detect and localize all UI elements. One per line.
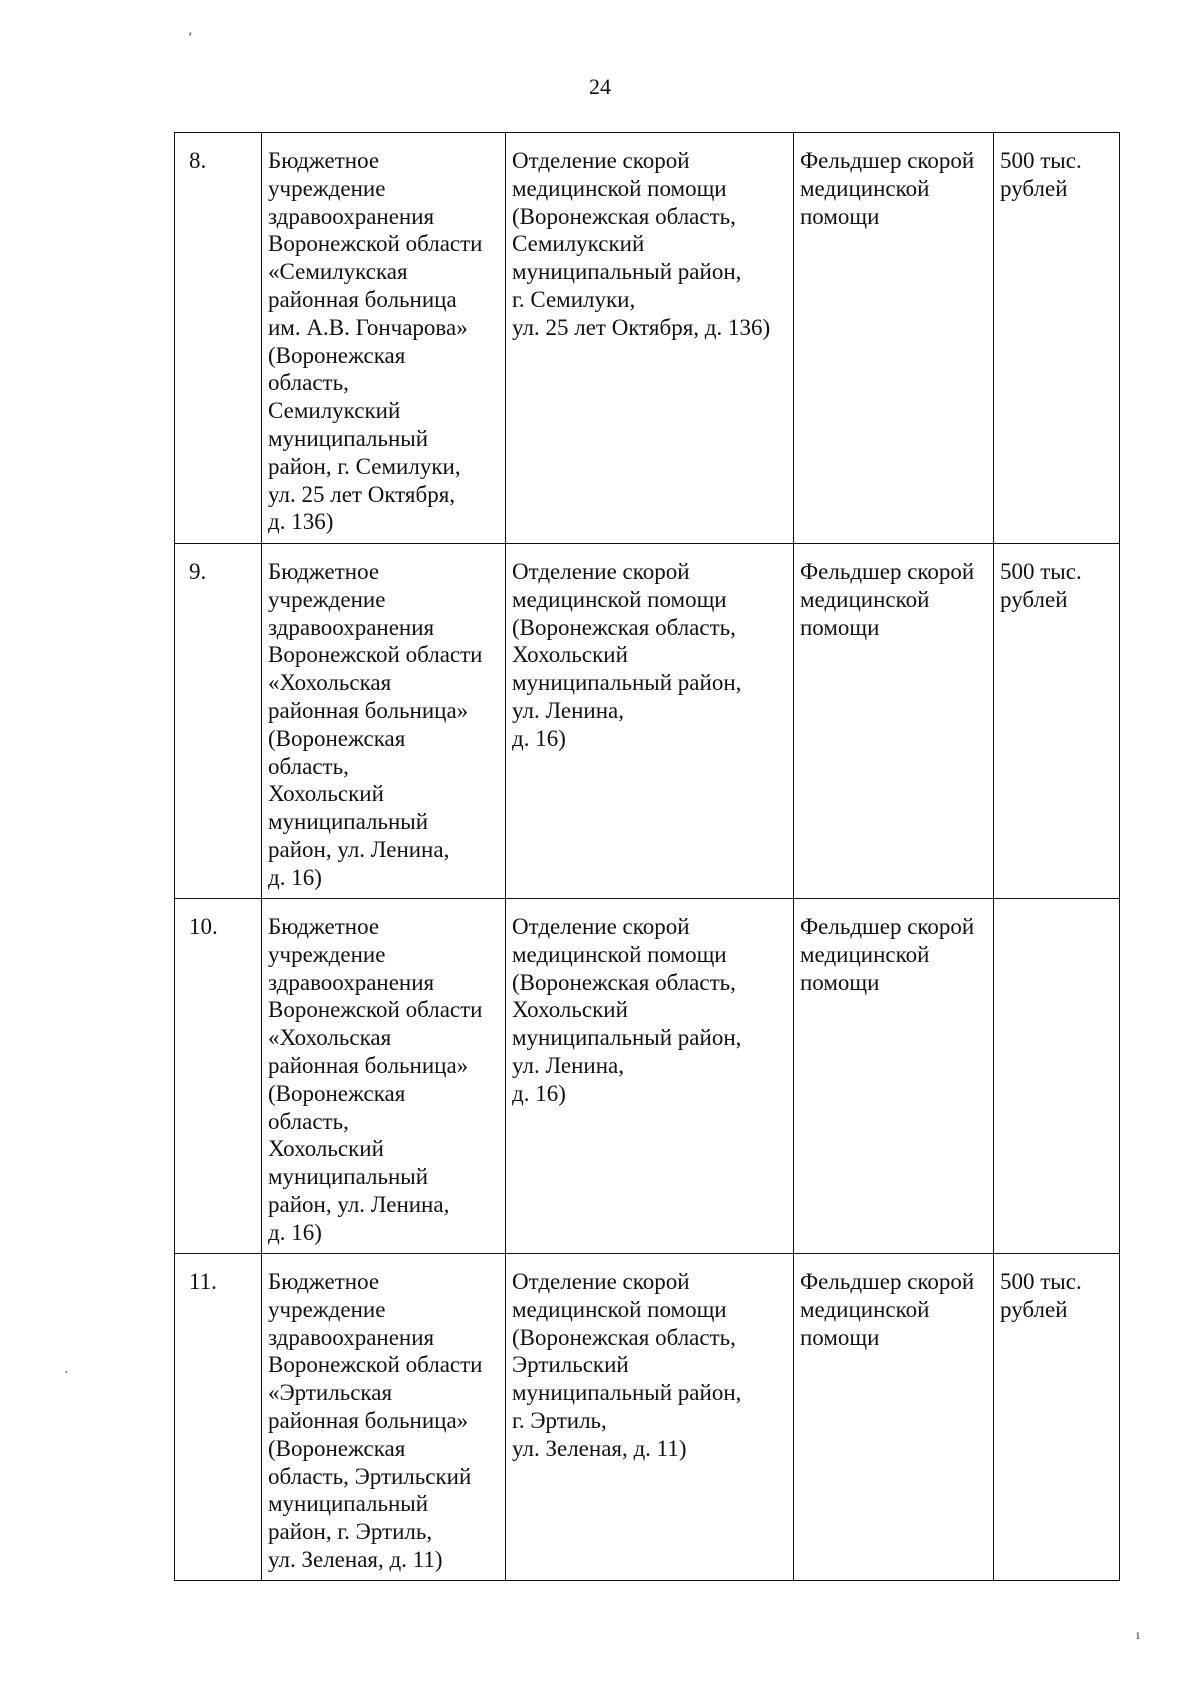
text-line: районная больница» bbox=[268, 1407, 469, 1433]
text-line: Хохольский bbox=[268, 781, 384, 807]
department-cell bbox=[506, 1254, 794, 1581]
amount-cell bbox=[994, 544, 1120, 899]
text-line: д. 16) bbox=[512, 725, 566, 751]
text-line: (Воронежская bbox=[268, 1435, 406, 1461]
text-line: муниципальный bbox=[268, 1164, 429, 1190]
scan-mark: · bbox=[64, 1366, 69, 1381]
grants-table bbox=[174, 132, 1120, 1581]
row-number: 10. bbox=[175, 899, 262, 1254]
text-line: муниципальный bbox=[268, 1491, 429, 1517]
table-row bbox=[175, 544, 1120, 899]
institution-cell bbox=[262, 1254, 506, 1581]
text-line: ул. Зеленая, д. 11) bbox=[512, 1435, 687, 1461]
text-line: район, г. Эртиль, bbox=[268, 1519, 433, 1545]
text-line: помощи bbox=[800, 203, 880, 229]
text-line: (Воронежская область, bbox=[512, 1324, 736, 1350]
text-line: «Семилукская bbox=[268, 259, 408, 285]
text-line: (Воронежская bbox=[268, 342, 406, 368]
amount-cell bbox=[994, 899, 1120, 1254]
text-line: здравоохранения bbox=[268, 1324, 435, 1350]
text-line: ул. Ленина, bbox=[512, 1052, 625, 1078]
position-cell bbox=[794, 1254, 994, 1581]
text-line: г. Семилуки, bbox=[512, 286, 636, 312]
department-cell bbox=[506, 544, 794, 899]
text-line: Отделение скорой bbox=[512, 559, 690, 584]
institution-cell bbox=[262, 899, 506, 1254]
text-line: 500 тыс. bbox=[1000, 1269, 1082, 1294]
institution-cell bbox=[262, 133, 506, 544]
text-line: 500 тыс. bbox=[1000, 559, 1082, 584]
position-cell bbox=[794, 133, 994, 544]
text-line: муниципальный район, bbox=[512, 1025, 742, 1051]
text-line: медицинской помощи bbox=[512, 586, 727, 612]
text-line: область, bbox=[268, 370, 349, 396]
text-line: Воронежской области bbox=[268, 1352, 483, 1378]
text-line: учреждение bbox=[268, 941, 386, 967]
row-number: 9. bbox=[175, 544, 262, 899]
text-line: муниципальный район, bbox=[512, 259, 742, 285]
text-line: «Эртильская bbox=[268, 1380, 393, 1406]
text-line: ул. 25 лет Октября, д. 136) bbox=[512, 314, 771, 340]
department-cell bbox=[506, 133, 794, 544]
text-line: 500 тыс. bbox=[1000, 148, 1082, 173]
text-line: районная больница» bbox=[268, 697, 469, 723]
text-line: область, bbox=[268, 1108, 349, 1134]
text-line: Фельдшер скорой bbox=[800, 1269, 975, 1294]
text-line: учреждение bbox=[268, 586, 386, 612]
text-line: Фельдшер скорой bbox=[800, 559, 975, 584]
text-line: медицинской bbox=[800, 586, 930, 612]
text-line: ул. Ленина, bbox=[512, 697, 625, 723]
text-line: медицинской помощи bbox=[512, 1296, 727, 1322]
text-line: ул. Зеленая, д. 11) bbox=[268, 1546, 443, 1572]
text-line: Хохольский bbox=[512, 642, 628, 668]
text-line: Семилукский bbox=[268, 398, 401, 424]
scan-mark: ı bbox=[1136, 1628, 1140, 1643]
text-line: медицинской bbox=[800, 941, 930, 967]
text-line: г. Эртиль, bbox=[512, 1407, 607, 1433]
text-line: Воронежской области bbox=[268, 231, 483, 257]
department-cell bbox=[506, 899, 794, 1254]
text-line: Отделение скорой bbox=[512, 148, 690, 173]
text-line: районная больница» bbox=[268, 1052, 469, 1078]
text-line: (Воронежская bbox=[268, 725, 406, 751]
text-line: рублей bbox=[1000, 586, 1068, 612]
text-line: здравоохранения bbox=[268, 969, 435, 995]
text-line: Хохольский bbox=[512, 997, 628, 1023]
text-line: помощи bbox=[800, 969, 880, 995]
text-line: «Хохольская bbox=[268, 670, 392, 696]
text-line: учреждение bbox=[268, 175, 386, 201]
position-cell bbox=[794, 899, 994, 1254]
text-line: учреждение bbox=[268, 1296, 386, 1322]
text-line: рублей bbox=[1000, 1296, 1068, 1322]
scan-mark: ‘ bbox=[188, 30, 193, 45]
text-line: Бюджетное bbox=[268, 1269, 380, 1294]
text-line: область, Эртильский bbox=[268, 1463, 472, 1489]
text-line: (Воронежская область, bbox=[512, 969, 736, 995]
amount-cell bbox=[994, 1254, 1120, 1581]
text-line: Отделение скорой bbox=[512, 914, 690, 939]
text-line: здравоохранения bbox=[268, 614, 435, 640]
table-row bbox=[175, 1254, 1120, 1581]
row-number: 11. bbox=[175, 1254, 262, 1581]
text-line: муниципальный район, bbox=[512, 670, 742, 696]
position-cell bbox=[794, 544, 994, 899]
text-line: д. 136) bbox=[268, 509, 334, 535]
text-line: медицинской помощи bbox=[512, 175, 727, 201]
row-number: 8. bbox=[175, 133, 262, 544]
text-line: Семилукский bbox=[512, 231, 645, 257]
text-line: рублей bbox=[1000, 175, 1068, 201]
text-line: район, ул. Ленина, bbox=[268, 836, 450, 862]
text-line: область, bbox=[268, 753, 349, 779]
text-line: медицинской bbox=[800, 1296, 930, 1322]
text-line: муниципальный bbox=[268, 809, 429, 835]
text-line: Хохольский bbox=[268, 1136, 384, 1162]
text-line: Бюджетное bbox=[268, 914, 380, 939]
text-line: Фельдшер скорой bbox=[800, 148, 975, 173]
table-row bbox=[175, 899, 1120, 1254]
page-number: 24 bbox=[589, 74, 611, 99]
table-row bbox=[175, 133, 1120, 544]
text-line: Отделение скорой bbox=[512, 1269, 690, 1294]
text-line: Фельдшер скорой bbox=[800, 914, 975, 939]
text-line: район, г. Семилуки, bbox=[268, 453, 461, 479]
text-line: помощи bbox=[800, 1324, 880, 1350]
text-line: им. А.В. Гончарова» bbox=[268, 314, 468, 340]
text-line: районная больница bbox=[268, 286, 457, 312]
text-line: медицинской bbox=[800, 175, 930, 201]
text-line: здравоохранения bbox=[268, 203, 435, 229]
text-line: д. 16) bbox=[268, 864, 322, 890]
text-line: «Хохольская bbox=[268, 1025, 392, 1051]
text-line: (Воронежская область, bbox=[512, 614, 736, 640]
institution-cell bbox=[262, 544, 506, 899]
text-line: Бюджетное bbox=[268, 148, 380, 173]
text-line: д. 16) bbox=[268, 1219, 322, 1245]
text-line: медицинской помощи bbox=[512, 941, 727, 967]
text-line: Бюджетное bbox=[268, 559, 380, 584]
text-line: Воронежской области bbox=[268, 642, 483, 668]
amount-cell bbox=[994, 133, 1120, 544]
text-line: район, ул. Ленина, bbox=[268, 1191, 450, 1217]
text-line: Воронежской области bbox=[268, 997, 483, 1023]
text-line: Эртильский bbox=[512, 1352, 629, 1378]
text-line: д. 16) bbox=[512, 1080, 566, 1106]
text-line: муниципальный район, bbox=[512, 1380, 742, 1406]
text-line: помощи bbox=[800, 614, 880, 640]
text-line: муниципальный bbox=[268, 425, 429, 451]
text-line: (Воронежская область, bbox=[512, 203, 736, 229]
text-line: ул. 25 лет Октября, bbox=[268, 481, 456, 507]
text-line: (Воронежская bbox=[268, 1080, 406, 1106]
